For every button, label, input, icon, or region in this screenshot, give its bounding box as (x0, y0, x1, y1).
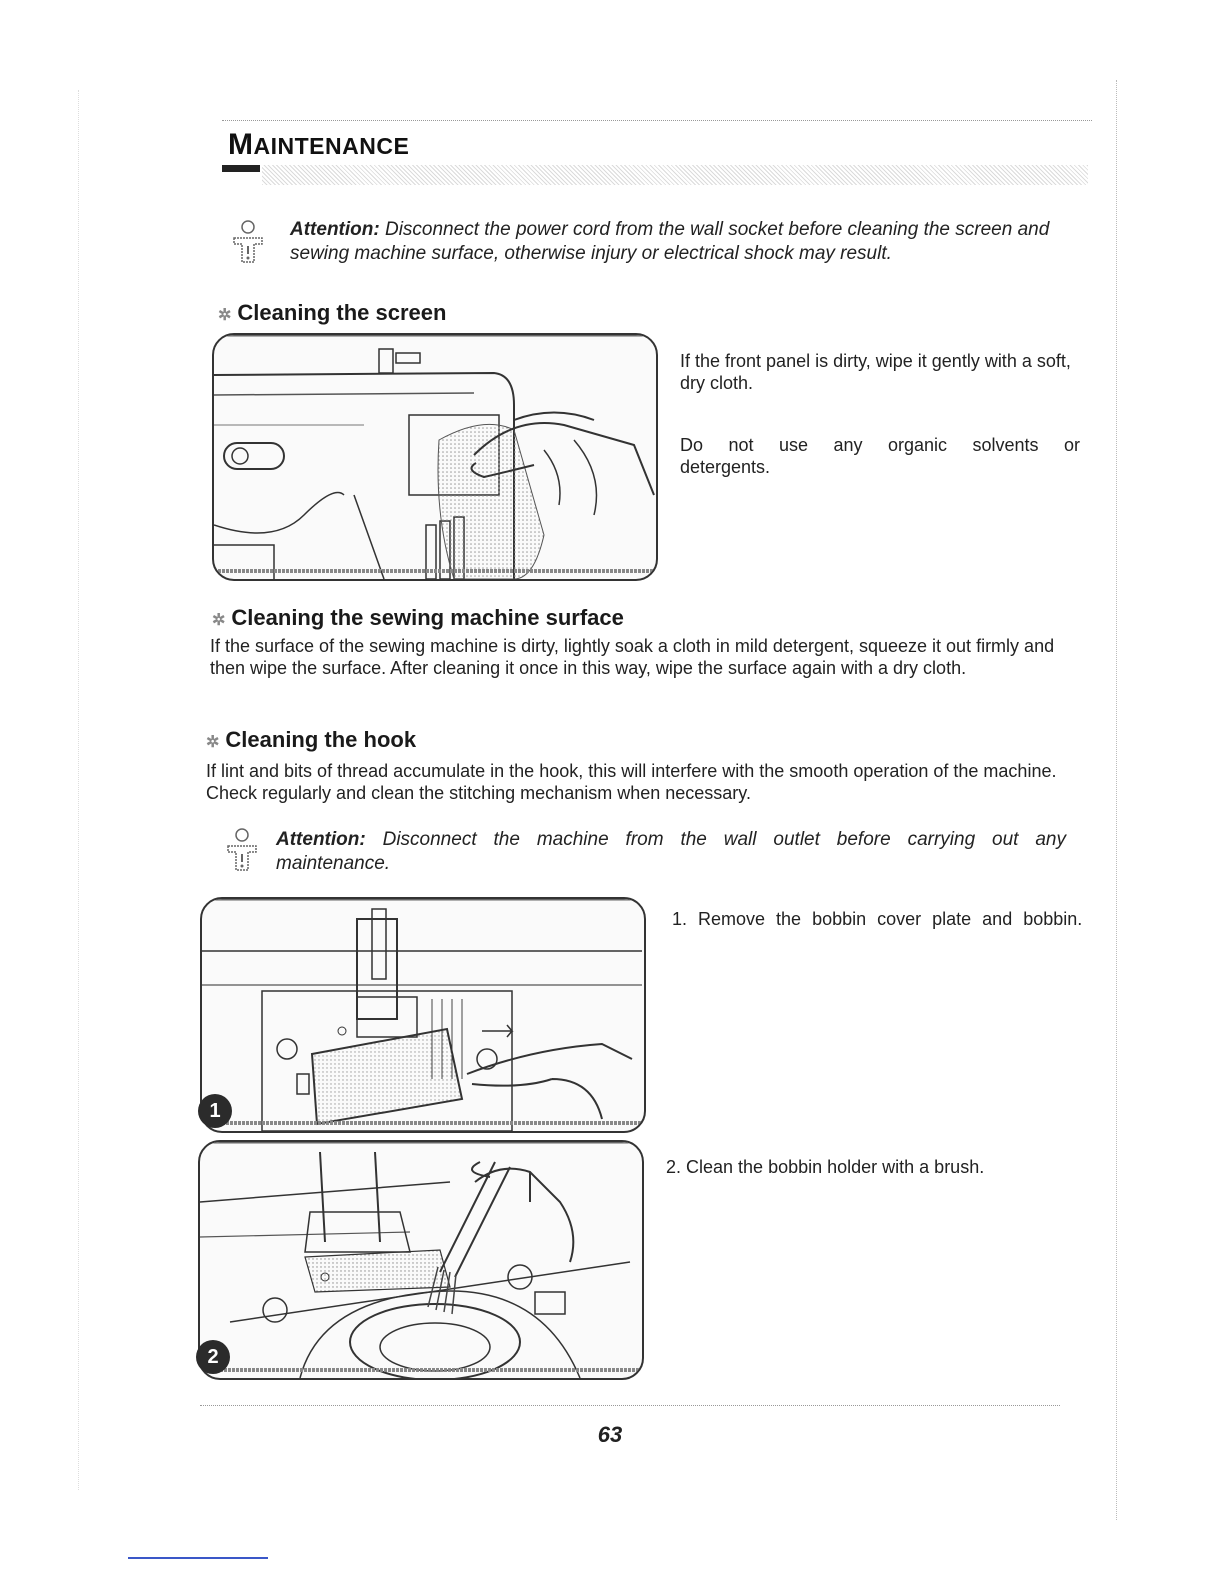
title-underline-dark (222, 165, 260, 172)
step-1-badge: 1 (198, 1094, 232, 1128)
top-rule (222, 120, 1092, 121)
section-title: MAINTENANCE (228, 128, 410, 161)
attention-icon (228, 218, 268, 264)
illustration-step-1-remove-cover (200, 897, 646, 1133)
attention-label: Attention: (276, 829, 366, 850)
screen-para-wipe: If the front panel is dirty, wipe it gently with a soft, dry cloth. (680, 351, 1071, 393)
step-2-badge: 2 (196, 1340, 230, 1374)
title-underline-halftone (262, 165, 1088, 185)
heading-cleaning-hook: ✲ Cleaning the hook (206, 727, 417, 752)
bullet-icon: ✲ (218, 307, 232, 324)
attention-text: Disconnect the machine from the wall outlet before carrying out any maintenance. (276, 829, 1066, 874)
attention-icon (222, 826, 262, 872)
attention-text: Disconnect the power cord from the wall socket before cleaning the screen and sewing machine surface, otherwise injury or electrical shock may result. (290, 219, 1050, 264)
screen-para-solvents: Do not use any organic solvents or detergents. (680, 435, 1080, 477)
heading-cleaning-screen: ✲ Cleaning the screen (218, 300, 447, 325)
illustration-cleaning-screen (212, 333, 658, 581)
page-number: 63 (597, 1422, 623, 1447)
bottom-rule (200, 1405, 1060, 1406)
heading-cleaning-surface: ✲ Cleaning the sewing machine surface (212, 605, 624, 630)
attention-note-power (290, 218, 1080, 266)
step-1-text: 1. Remove the bobbin cover plate and bobbin. (672, 909, 1083, 929)
bullet-icon: ✲ (206, 734, 220, 751)
illustration-step-2-brush-hook (198, 1140, 644, 1380)
attention-label: Attention: (290, 219, 380, 240)
attention-note-maintenance (276, 828, 1066, 876)
footer-link-underline[interactable] (128, 1557, 268, 1559)
step-2-text: 2. Clean the bobbin holder with a brush. (666, 1157, 985, 1177)
page-edge-left (78, 90, 79, 1490)
page-edge-right (1116, 80, 1117, 1520)
surface-text: If the surface of the sewing machine is dirty, lightly soak a cloth in mild detergent, squeeze it out firmly and then wipe the surface. After cleaning it once in this way, wipe the surface again with a dry cloth. (210, 636, 1055, 678)
bullet-icon: ✲ (212, 612, 226, 629)
hook-text: If lint and bits of thread accumulate in the hook, this will interfere with the smooth operation of the machine. Check regularly and clean the stitching mechanism when necessary. (206, 761, 1057, 803)
